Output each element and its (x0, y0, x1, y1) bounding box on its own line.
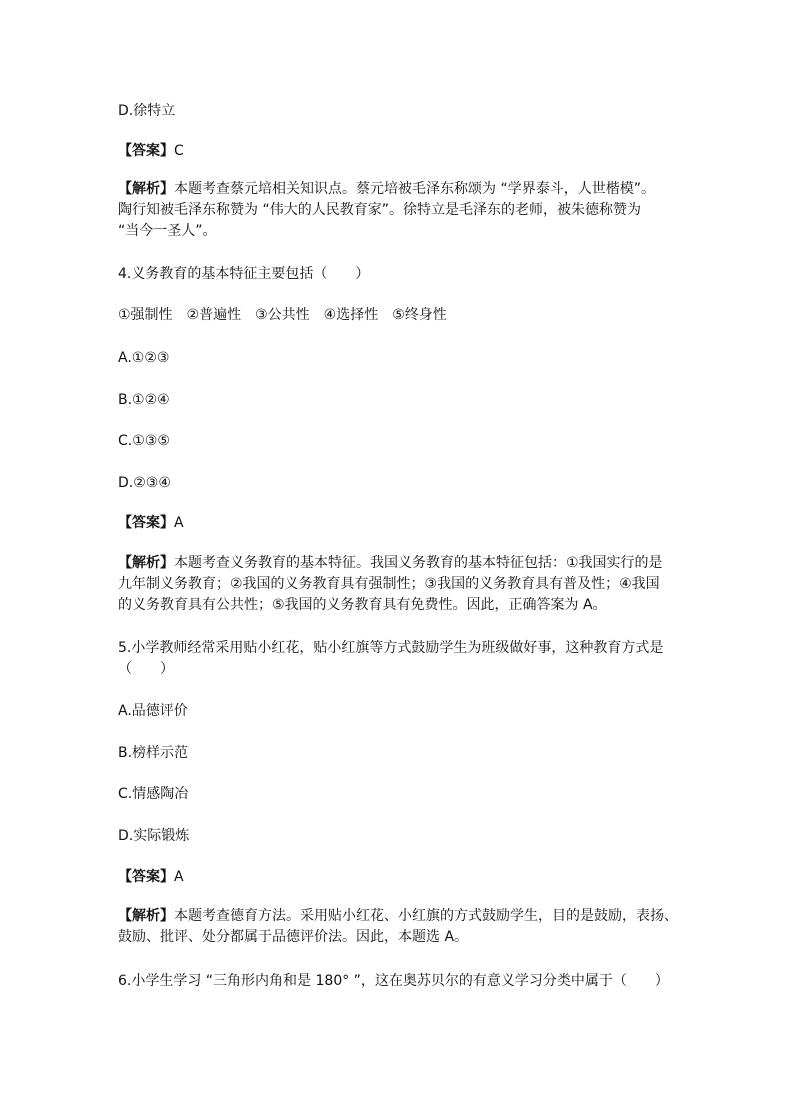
analysis-tag: 【解析】 (118, 555, 174, 571)
answer-tag: 【答案】 (118, 515, 174, 531)
stem-line: 5.小学教师经常采用贴小红花，贴小红旗等方式鼓励学生为班级做好事，这种教育方式是 (118, 640, 664, 656)
analysis-line: 本题考查蔡元培相关知识点。蔡元培被毛泽东称颂为 “学界泰斗，人世楷模”。 (174, 181, 655, 197)
q4-option-a: A.①②③ (118, 350, 170, 366)
analysis-line: 的义务教育具有公共性；⑤我国的义务教育具有免费性。因此，正确答案为 A。 (118, 597, 607, 613)
q5-option-d: D.实际锻炼 (118, 828, 190, 844)
q4-option-b: B.①②④ (118, 392, 170, 408)
q5-answer (118, 867, 184, 887)
q3-option-d: D.徐特立 (118, 103, 176, 119)
analysis-tag: 【解析】 (118, 181, 174, 197)
q3-analysis (118, 179, 678, 242)
q5-option-a: A.品德评价 (118, 703, 188, 719)
q5-option-b: B.榜样示范 (118, 745, 189, 761)
answer-value: C (174, 143, 184, 159)
q5-stem (118, 638, 678, 680)
analysis-line: “当今一圣人”。 (118, 223, 217, 239)
q4-option-d: D.②③④ (118, 475, 171, 491)
q4-answer (118, 513, 184, 533)
q4-items: ①强制性 ②普遍性 ③公共性 ④选择性 ⑤终身性 (118, 307, 447, 323)
analysis-line: 陶行知被毛泽东称赞为 “伟大的人民教育家”。徐特立是毛泽东的老师，被朱德称赞为 (118, 202, 641, 218)
stem-line: （ ） (118, 661, 174, 677)
q4-stem: 4.义务教育的基本特征主要包括（ ） (118, 266, 370, 282)
answer-tag: 【答案】 (118, 143, 174, 159)
analysis-line: 鼓励、批评、处分都属于品德评价法。因此，本题选 A。 (118, 929, 469, 945)
q4-analysis (118, 553, 678, 616)
q5-option-c: C.情感陶冶 (118, 786, 189, 802)
q6-stem: 6.小学生学习 “三角形内角和是 180° ”，这在奥苏贝尔的有意义学习分类中属于（ ） (118, 973, 669, 989)
answer-value: A (174, 869, 184, 885)
q3-answer (118, 141, 184, 161)
answer-value: A (174, 515, 184, 531)
analysis-tag: 【解析】 (118, 908, 174, 924)
q4-option-c: C.①③⑤ (118, 433, 170, 449)
analysis-line: 本题考查德育方法。采用贴小红花、小红旗的方式鼓励学生，目的是鼓励，表扬、 (174, 908, 678, 924)
analysis-line: 本题考查义务教育的基本特征。我国义务教育的基本特征包括：①我国实行的是 (174, 555, 663, 571)
analysis-line: 九年制义务教育；②我国的义务教育具有强制性；③我国的义务教育具有普及性；④我国 (118, 576, 660, 592)
answer-tag: 【答案】 (118, 869, 174, 885)
q5-analysis (118, 906, 678, 948)
